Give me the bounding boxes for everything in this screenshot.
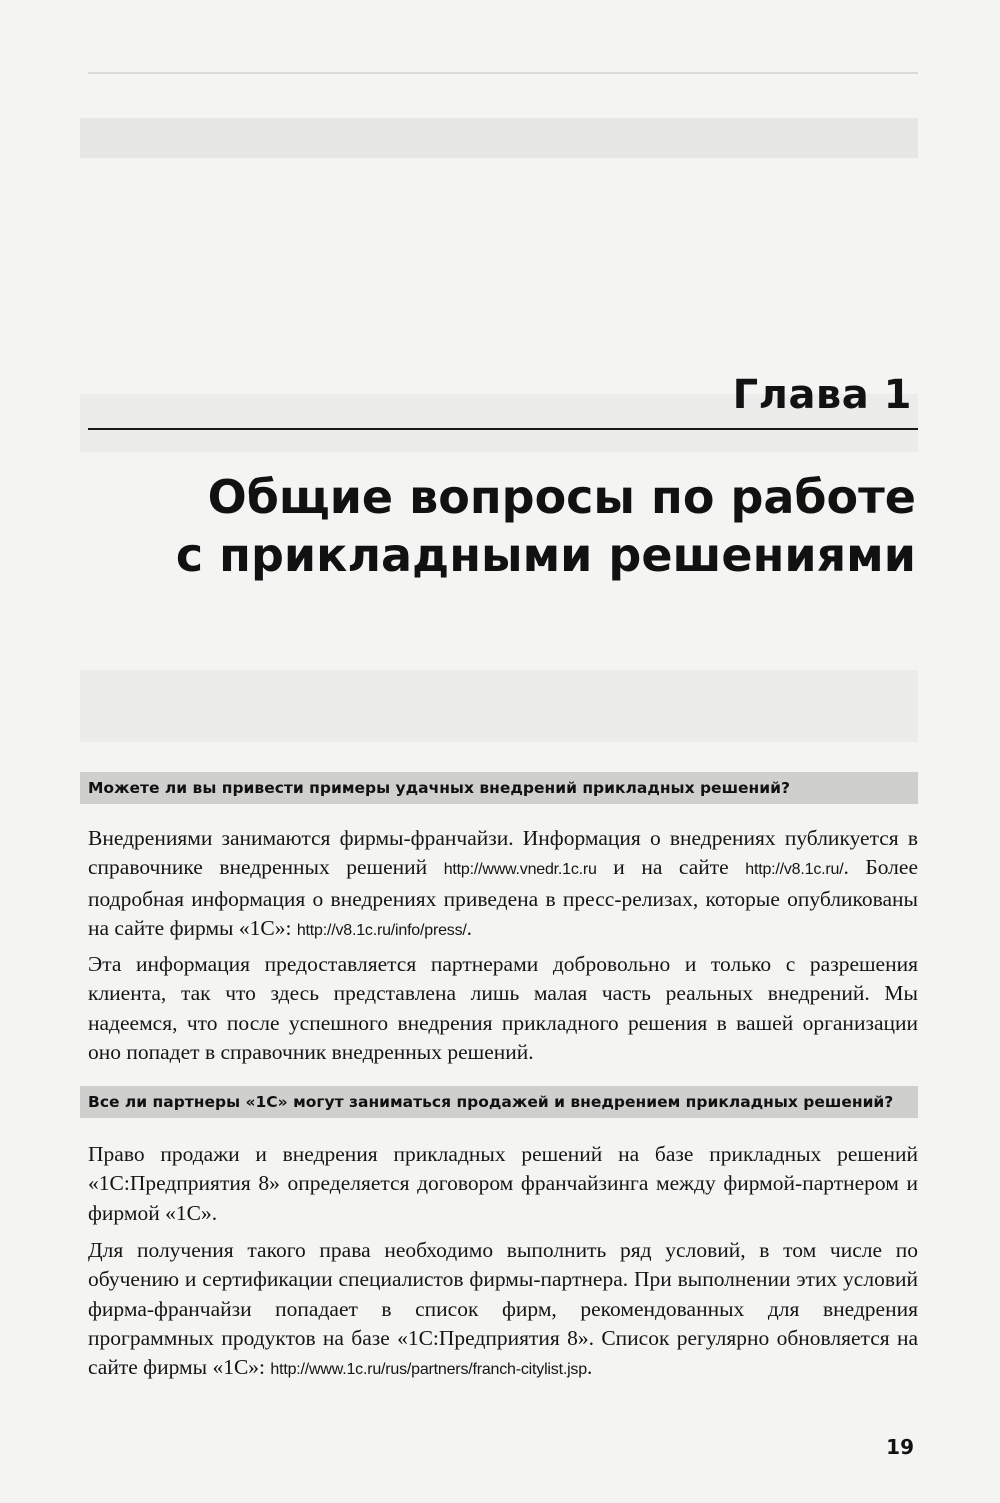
bleed-through-rule xyxy=(88,72,918,74)
link-press[interactable]: http://v8.1c.ru/info/press/ xyxy=(296,921,467,939)
paragraph-text: . xyxy=(586,1355,593,1380)
chapter-title-line-2: с прикладными решениями xyxy=(175,528,916,582)
bleed-through-bar xyxy=(80,670,918,742)
answer-paragraph-2: Эта информация предоставляется партнерами добровольно и только с разрешения клиента, так что здесь представлена лишь малая часть реальных внедрений. Мы надеемся, что после успешного внедрения прикладного решения в вашей организации оно попадет в справочник внедренных решений. xyxy=(88,952,918,1064)
paragraph-text: . Более подробная информация о внедрениях приведена в пресс-релизах, которые опубликованы на сайте фирмы «1С»: xyxy=(88,855,918,940)
paragraph-text: Для получения такого права необходимо выполнить ряд условий, в том числе по обучению и сертификации специалистов фирмы-партнера. При выполнении этих условий фирма-франчайзи попадает в список фирм, рекомендованных для внедрения программных продуктов на базе «1С:Предприятия 8». Список регулярно обновляется на сайте фирмы «1С»: xyxy=(88,1238,918,1380)
chapter-label: Глава 1 xyxy=(732,372,912,418)
question-heading-1: Можете ли вы привести примеры удачных внедрений прикладных решений? xyxy=(80,772,918,804)
answer-paragraph-4 xyxy=(88,1236,918,1384)
answer-paragraph-1 xyxy=(88,824,918,945)
chapter-title xyxy=(96,468,916,584)
chapter-divider xyxy=(88,428,918,430)
answer-paragraph-3: Право продажи и внедрения прикладных решений на базе прикладных решений «1С:Предприятия 8» определяется договором франчайзинга между фирмой-партнером и фирмой «1С». xyxy=(88,1142,918,1225)
link-franch-citylist[interactable]: http://www.1c.ru/rus/partners/franch-citylist.jsp xyxy=(270,1361,587,1379)
link-v8[interactable]: http://v8.1c.ru/ xyxy=(745,861,844,879)
paragraph-text: и на сайте xyxy=(596,855,746,880)
bleed-through-bar xyxy=(80,118,918,158)
link-vnedr[interactable]: http://www.vnedr.1c.ru xyxy=(443,861,597,879)
page-number: 19 xyxy=(886,1435,914,1459)
question-heading-2: Все ли партнеры «1С» могут заниматься продажей и внедрением прикладных решений? xyxy=(80,1086,918,1118)
paragraph-text: . xyxy=(466,915,472,940)
paragraph-text: Внедрениями занимаются фирмы-франчайзи. Информация о внедрениях публикуется в справочнике внедренных решений xyxy=(88,826,918,880)
chapter-title-line-1: Общие вопросы по работе xyxy=(207,470,916,524)
